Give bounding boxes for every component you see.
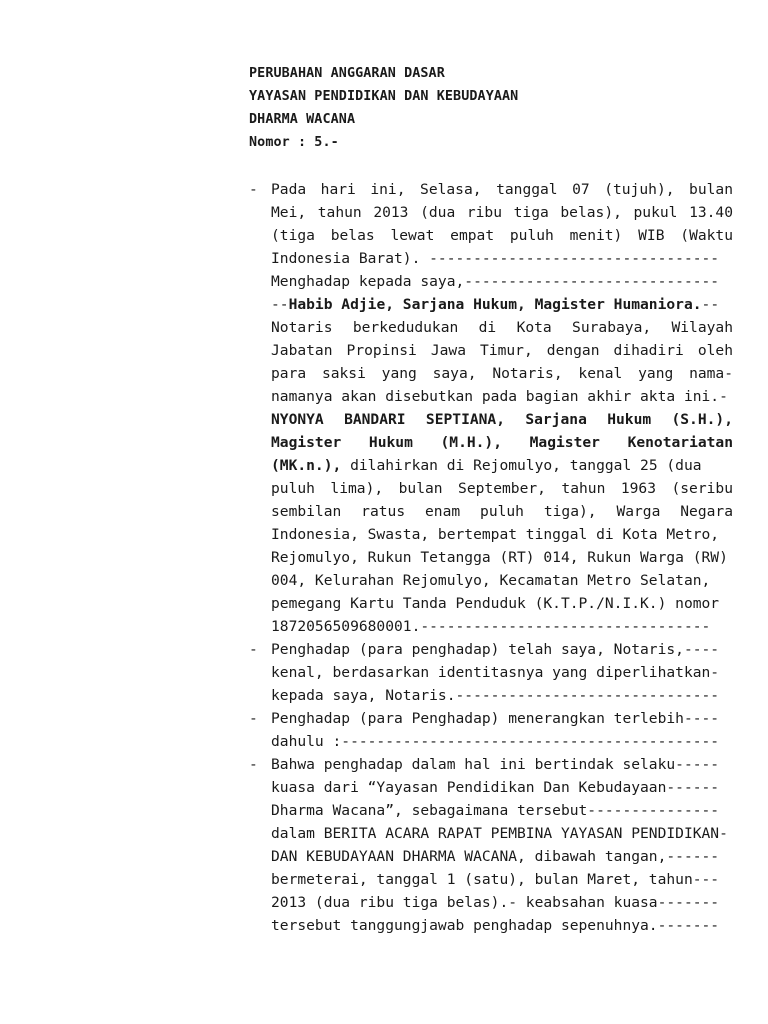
bullet-dash: - <box>249 181 258 198</box>
paragraph-statement <box>249 707 733 753</box>
deed-body <box>249 178 733 937</box>
deed-title-line-3: DHARMA WACANA <box>249 112 356 127</box>
appearer-birth-line <box>271 454 733 477</box>
paragraph-identity <box>249 638 733 707</box>
text-line: kepada saya, Notaris.------------------------------ <box>271 687 720 704</box>
text-line: dalam BERITA ACARA RAPAT PEMBINA YAYASAN PENDIDIKAN- <box>271 825 728 842</box>
text-line: Jabatan Propinsi Jawa Timur, dengan dihadiri oleh <box>271 342 733 359</box>
text-line: tersebut tanggungjawab penghadap sepenuhnya.------- <box>271 917 720 934</box>
notary-name: Habib Adjie, Sarjana Hukum, Magister Humaniora. <box>288 296 702 313</box>
text-line: namanya akan disebutkan pada bagian akhir akta ini.- <box>271 388 728 405</box>
notary-name-line <box>271 293 733 316</box>
bullet-dash: - <box>249 641 258 658</box>
appearer-name-line: NYONYA BANDARI SEPTIANA, Sarjana Hukum (S.H.), <box>271 411 733 428</box>
text-line: Penghadap (para penghadap) telah saya, Notaris,---- <box>271 641 720 658</box>
text-line: 2013 (dua ribu tiga belas).- keabsahan kuasa------- <box>271 894 720 911</box>
birth-text: dilahirkan di Rejomulyo, tanggal 25 (dua <box>341 457 702 474</box>
appearer-degree: (MK.n.), <box>271 457 342 474</box>
text-line: bermeterai, tanggal 1 (satu), bulan Maret, tahun--- <box>271 871 720 888</box>
deed-title-line-2: YAYASAN PENDIDIKAN DAN KEBUDAYAAN <box>249 89 519 104</box>
appearer-title-line: Magister Hukum (M.H.), Magister Kenotariatan <box>271 434 733 451</box>
text-line: Bahwa penghadap dalam hal ini bertindak selaku----- <box>271 756 720 773</box>
text-line: Dharma Wacana”, sebagaimana tersebut--------------- <box>271 802 720 819</box>
dash-filler: -- <box>701 296 720 313</box>
text-line: 004, Kelurahan Rejomulyo, Kecamatan Metro Selatan, <box>271 572 711 589</box>
text-line: para saksi yang saya, Notaris, kenal yang nama- <box>271 365 733 382</box>
text-line: Menghadap kepada saya,----------------------------- <box>271 273 720 290</box>
text-line: Indonesia, Swasta, bertempat tinggal di Kota Metro, <box>271 526 720 543</box>
dash-filler: -- <box>271 296 289 313</box>
deed-title-line-1: PERUBAHAN ANGGARAN DASAR <box>249 66 445 81</box>
text-line: Indonesia Barat). --------------------------------- <box>271 250 720 267</box>
deed-number: Nomor : 5.- <box>249 135 339 150</box>
text-line: Notaris berkedudukan di Kota Surabaya, Wilayah <box>271 319 733 336</box>
text-line: kenal, berdasarkan identitasnya yang diperlihatkan- <box>271 664 720 681</box>
text-line: (tiga belas lewat empat puluh menit) WIB (Waktu <box>271 227 733 244</box>
deed-title-block <box>249 62 729 154</box>
bullet-dash: - <box>249 756 258 773</box>
text-line: sembilan ratus enam puluh tiga), Warga Negara <box>271 503 733 520</box>
bullet-dash: - <box>249 710 258 727</box>
text-line: Rejomulyo, Rukun Tetangga (RT) 014, Rukun Warga (RW) <box>271 549 728 566</box>
text-line: Mei, tahun 2013 (dua ribu tiga belas), pukul 13.40 <box>271 204 733 221</box>
text-line: puluh lima), bulan September, tahun 1963 (seribu <box>271 480 733 497</box>
text-line: DAN KEBUDAYAAN DHARMA WACANA, dibawah tangan,------ <box>271 848 720 865</box>
text-line: dahulu :------------------------------------------- <box>271 733 720 750</box>
text-line: pemegang Kartu Tanda Penduduk (K.T.P./N.I.K.) nomor <box>271 595 720 612</box>
text-line: kuasa dari “Yayasan Pendidikan Dan Kebudayaan------ <box>271 779 720 796</box>
text-line: Penghadap (para Penghadap) menerangkan terlebih---- <box>271 710 720 727</box>
id-number-line: 1872056509680001.--------------------------------- <box>271 618 711 635</box>
paragraph-authority <box>249 753 733 937</box>
text-line: Pada hari ini, Selasa, tanggal 07 (tujuh), bulan <box>271 181 733 198</box>
paragraph-opening <box>249 178 733 638</box>
